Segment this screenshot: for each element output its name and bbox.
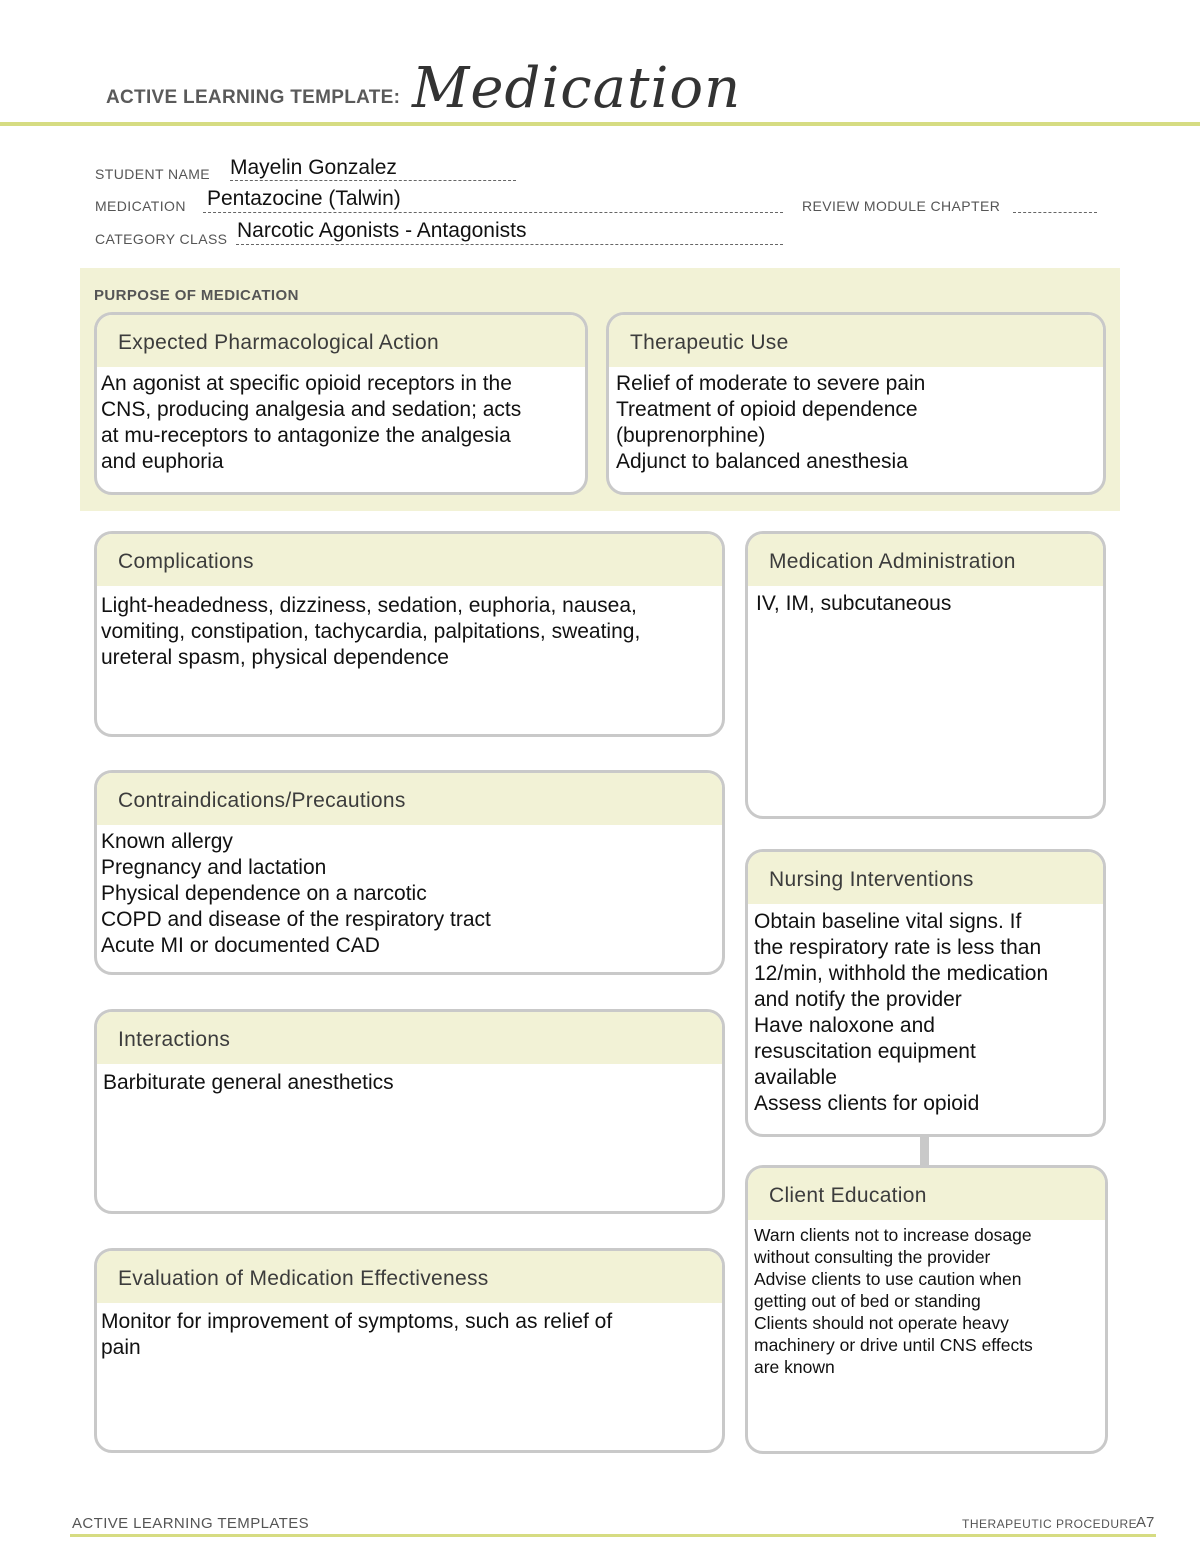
interactions-text[interactable]: Barbiturate general anesthetics <box>103 1071 394 1094</box>
medication-administration-text[interactable]: IV, IM, subcutaneous <box>756 592 952 615</box>
student-name-value[interactable]: Mayelin Gonzalez <box>230 156 397 179</box>
category-class-line <box>236 244 783 245</box>
expected-action-text[interactable]: An agonist at specific opioid receptors in the CNS, producing analgesia and sedation; acts at mu-receptors to antagonize the analgesia and euphoria <box>101 372 522 473</box>
student-name-line <box>230 180 516 181</box>
contraindications-text[interactable]: Known allergy Pregnancy and lactation Physical dependence on a narcotic COPD and disease of the respiratory tract Acute MI or documented CAD <box>101 830 491 957</box>
nursing-interventions-text[interactable]: Obtain baseline vital signs. If the respiratory rate is less than 12/min, withhold the medication and notify the provider Have naloxone and resuscitation equipment available Assess clients for opioid <box>754 910 1049 1115</box>
header-divider <box>0 122 1200 126</box>
footer-right-label: THERAPEUTIC PROCEDURE <box>962 1517 1138 1531</box>
complications-card <box>94 531 725 737</box>
template-label: ACTIVE LEARNING TEMPLATE: <box>106 87 401 108</box>
evaluation-card <box>94 1248 725 1453</box>
expected-action-title: Expected Pharmacological Action <box>97 315 585 367</box>
expected-action-card <box>94 312 588 495</box>
category-class-value[interactable]: Narcotic Agonists - Antagonists <box>237 219 527 242</box>
review-module-label: REVIEW MODULE CHAPTER <box>802 198 1001 214</box>
client-education-title: Client Education <box>748 1168 1105 1220</box>
medication-value[interactable]: Pentazocine (Talwin) <box>207 187 401 210</box>
client-education-text[interactable]: Warn clients not to increase dosage without consulting the provider Advise clients to use caution when getting out of bed or standing Clients should not operate heavy machinery or drive until CNS effects are known <box>754 1225 1033 1377</box>
footer-left-label: ACTIVE LEARNING TEMPLATES <box>72 1515 309 1532</box>
card-connector <box>920 1134 929 1166</box>
footer-divider <box>70 1534 1156 1537</box>
nursing-interventions-card <box>745 849 1106 1137</box>
medication-label: MEDICATION <box>95 198 186 214</box>
interactions-title: Interactions <box>97 1012 722 1064</box>
purpose-label: PURPOSE OF MEDICATION <box>94 287 299 304</box>
client-education-card <box>745 1165 1108 1454</box>
review-module-line <box>1013 212 1097 213</box>
therapeutic-use-text[interactable]: Relief of moderate to severe pain Treatment of opioid dependence (buprenorphine) Adjunct to balanced anesthesia <box>616 372 926 473</box>
contraindications-card <box>94 770 725 975</box>
student-name-label: STUDENT NAME <box>95 166 210 182</box>
category-class-label: CATEGORY CLASS <box>95 231 228 247</box>
medication-line <box>203 212 783 213</box>
medication-administration-title: Medication Administration <box>748 534 1103 586</box>
footer-page-number: A7 <box>1136 1514 1155 1531</box>
contraindications-title: Contraindications/Precautions <box>97 773 722 825</box>
evaluation-text[interactable]: Monitor for improvement of symptoms, such as relief of pain <box>101 1310 613 1359</box>
complications-text[interactable]: Light-headedness, dizziness, sedation, euphoria, nausea, vomiting, constipation, tachycardia, palpitations, sweating, ureteral spasm, physical dependence <box>101 594 641 669</box>
complications-title: Complications <box>97 534 722 586</box>
evaluation-title: Evaluation of Medication Effectiveness <box>97 1251 722 1303</box>
therapeutic-use-card <box>606 312 1106 495</box>
therapeutic-use-title: Therapeutic Use <box>609 315 1103 367</box>
nursing-interventions-title: Nursing Interventions <box>748 852 1103 904</box>
medication-administration-card <box>745 531 1106 819</box>
interactions-card <box>94 1009 725 1214</box>
page-title: Medication <box>412 56 742 121</box>
